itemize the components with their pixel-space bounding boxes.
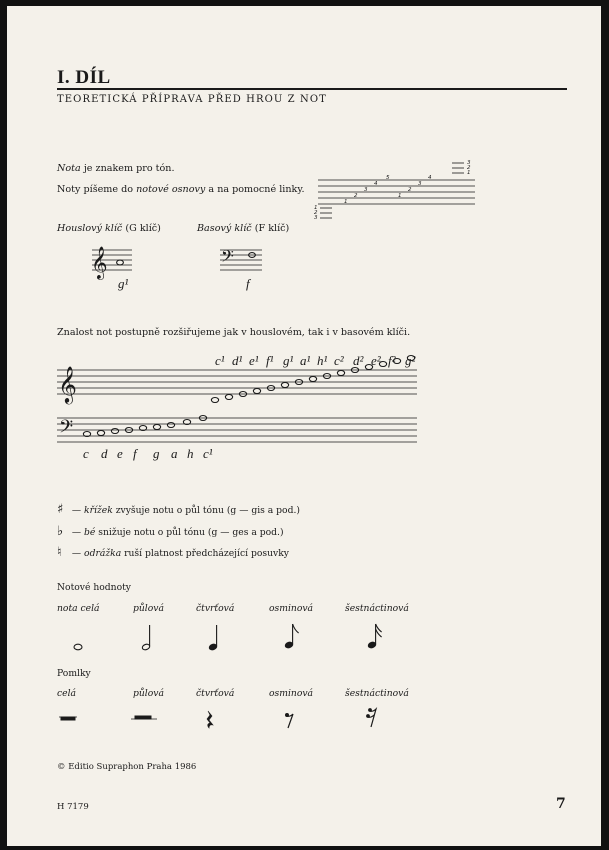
note-value-label: čtvrťová bbox=[196, 603, 235, 614]
note-values-heading: Notové hodnoty bbox=[57, 582, 132, 593]
note-value-label: šestnáctinová bbox=[345, 603, 409, 614]
lower-note-name: a bbox=[171, 446, 178, 461]
accidental-flat-row: ♭ — bé snižuje notu o půl tónu (g — ges a pod.) bbox=[57, 524, 284, 539]
line-number: 4 bbox=[374, 181, 378, 187]
whole-note-icon bbox=[281, 383, 288, 388]
whole-note-icon bbox=[211, 398, 218, 403]
bass-note-name: f bbox=[246, 276, 250, 291]
quarter-rest-icon bbox=[207, 711, 213, 728]
lower-ledger-number: 2 bbox=[314, 210, 318, 216]
half-note-icon bbox=[142, 625, 151, 651]
catalog-code: H 7179 bbox=[57, 802, 89, 812]
whole-note-icon bbox=[225, 395, 232, 400]
line-number: 3 bbox=[364, 187, 368, 193]
treble-clef-icon: 𝄞 bbox=[58, 365, 77, 403]
note-value-label: nota celá bbox=[57, 603, 100, 614]
bass-clef-label: Basový klíč bbox=[197, 223, 252, 234]
sharp-icon: ♯ bbox=[57, 502, 64, 517]
page-number: 7 bbox=[556, 796, 566, 812]
sixteenth-note-icon bbox=[368, 624, 382, 649]
upper-note-name: h¹ bbox=[317, 353, 328, 368]
line-number: 1 bbox=[344, 199, 348, 205]
copyright-notice: © Editio Supraphon Praha 1986 bbox=[57, 762, 197, 772]
lower-note-name: c bbox=[83, 446, 89, 461]
upper-note-name: f² bbox=[388, 353, 396, 368]
lower-note-name: f bbox=[133, 446, 137, 461]
term-nota: Nota bbox=[57, 163, 81, 174]
rest-label: osminová bbox=[269, 688, 314, 699]
upper-note-name: g¹ bbox=[283, 353, 294, 368]
whole-note-icon bbox=[253, 389, 260, 394]
note-values-row bbox=[57, 620, 397, 660]
accidental-name: odrážka bbox=[84, 548, 122, 559]
line-number: 5 bbox=[386, 175, 390, 181]
intro-line-2 bbox=[57, 184, 305, 195]
bass-clef-caption bbox=[197, 223, 289, 234]
accidental-description: zvyšuje notu o půl tónu (g — gis a pod.) bbox=[115, 505, 300, 516]
whole-note-icon bbox=[309, 377, 316, 382]
upper-ledger-number: 1 bbox=[467, 170, 471, 176]
accidental-description: ruší platnost předcházející posuvky bbox=[124, 548, 289, 559]
intro-line-1 bbox=[57, 163, 175, 174]
whole-note-icon bbox=[337, 371, 344, 376]
line-number: 2 bbox=[354, 193, 358, 199]
range-sentence: Znalost not postupně rozšiřujeme jak v houslovém, tak i v basovém klíči. bbox=[57, 327, 411, 338]
upper-note-name: g² bbox=[405, 353, 416, 368]
quarter-note-icon bbox=[209, 625, 218, 651]
intro-line-2-start: Noty píšeme do bbox=[57, 184, 134, 195]
flat-icon: ♭ bbox=[57, 524, 64, 539]
page-subtitle: TEORETICKÁ PŘÍPRAVA PŘED HROU Z NOT bbox=[57, 94, 327, 105]
upper-note-name: a¹ bbox=[300, 353, 311, 368]
bass-clef-paren: (F klíč) bbox=[254, 223, 290, 234]
upper-note-name: c¹ bbox=[215, 353, 225, 368]
whole-note-icon bbox=[74, 644, 82, 650]
lower-note-name: h bbox=[187, 446, 194, 461]
whole-note-icon bbox=[167, 423, 174, 428]
note-value-label: osminová bbox=[269, 603, 314, 614]
space-number: 1 bbox=[398, 193, 402, 199]
rest-label: čtvrťová bbox=[196, 688, 235, 699]
upper-ledger-number: 3 bbox=[467, 160, 471, 166]
treble-clef-example bbox=[90, 244, 140, 294]
lower-note-name: c¹ bbox=[203, 446, 213, 461]
lower-note-name: e bbox=[117, 446, 123, 461]
rest-label: celá bbox=[57, 688, 76, 699]
bass-clef-icon: 𝄢 bbox=[59, 417, 74, 442]
term-notova-osnova: notové osnovy bbox=[136, 184, 206, 195]
lower-note-name: g bbox=[153, 446, 160, 461]
rest-label: šestnáctinová bbox=[345, 688, 409, 699]
space-number: 2 bbox=[408, 187, 412, 193]
treble-clef-label: Houslový klíč bbox=[57, 223, 123, 234]
treble-note-name: g¹ bbox=[118, 276, 129, 291]
note-range-diagram bbox=[57, 350, 422, 470]
lower-ledger-number: 1 bbox=[314, 205, 318, 211]
rests-row bbox=[57, 705, 397, 735]
upper-note-name: e² bbox=[371, 353, 381, 368]
upper-note-name: c² bbox=[334, 353, 344, 368]
staff-numbering-diagram bbox=[312, 158, 477, 220]
upper-ledger-number: 2 bbox=[467, 165, 471, 171]
natural-icon: ♮ bbox=[57, 545, 62, 560]
whole-rest-icon bbox=[59, 717, 77, 720]
rests-heading: Pomlky bbox=[57, 668, 91, 679]
bass-clef-icon: 𝄢 bbox=[221, 246, 234, 270]
upper-note-name: d² bbox=[353, 353, 364, 368]
accidental-description: snižuje notu o půl tónu (g — ges a pod.) bbox=[98, 527, 284, 538]
accidental-natural-row: ♮ — odrážka ruší platnost předcházející posuvky bbox=[57, 545, 289, 560]
whole-note-icon bbox=[117, 260, 124, 265]
treble-clef-paren: (G klíč) bbox=[125, 223, 161, 234]
rest-label: půlová bbox=[133, 688, 164, 699]
accidental-name: bé bbox=[84, 527, 96, 538]
upper-note-name: f¹ bbox=[266, 353, 274, 368]
lower-note-name: d bbox=[101, 446, 108, 461]
lower-ledger-number: 3 bbox=[314, 215, 318, 221]
accidental-name: křížek bbox=[84, 505, 113, 516]
title-rule bbox=[57, 88, 567, 90]
note-value-label: půlová bbox=[133, 603, 164, 614]
intro-line-1-text: je znakem pro tón. bbox=[83, 163, 175, 174]
whole-note-icon bbox=[153, 425, 160, 430]
treble-clef-icon: 𝄞 bbox=[91, 246, 108, 279]
accidental-sharp-row: ♯ — křížek zvyšuje notu o půl tónu (g — gis a pod.) bbox=[57, 502, 300, 517]
eighth-rest-icon bbox=[286, 714, 293, 728]
sixteenth-rest-icon bbox=[367, 709, 376, 727]
eighth-note-icon bbox=[285, 624, 299, 649]
treble-clef-caption bbox=[57, 223, 161, 234]
upper-note-name: d¹ bbox=[232, 353, 243, 368]
intro-line-2-end: a na pomocné linky. bbox=[208, 184, 305, 195]
upper-note-name: e¹ bbox=[249, 353, 259, 368]
whole-note-icon bbox=[111, 429, 118, 434]
space-number: 4 bbox=[428, 175, 432, 181]
space-number: 3 bbox=[418, 181, 422, 187]
whole-note-icon bbox=[97, 431, 104, 436]
page-title: I. DÍL bbox=[57, 67, 111, 88]
bass-clef-example bbox=[218, 244, 268, 294]
half-rest-icon bbox=[131, 716, 157, 719]
